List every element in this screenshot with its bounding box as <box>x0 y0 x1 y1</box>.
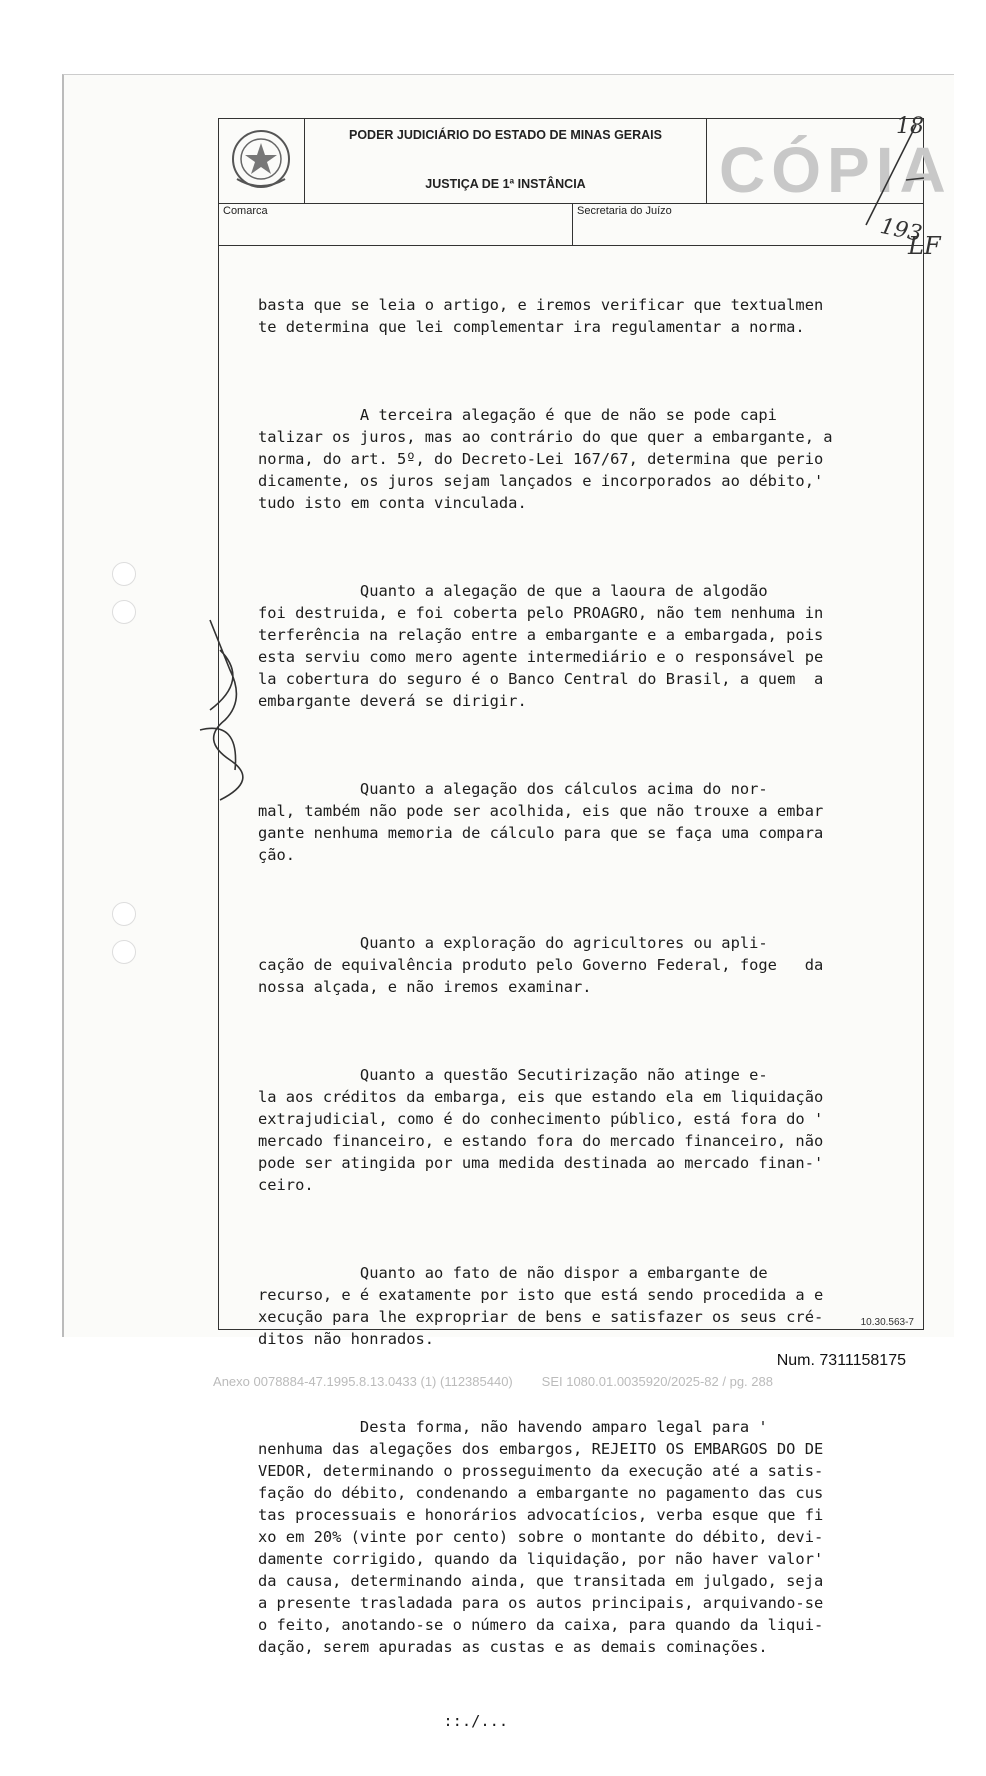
copy-stamp: CÓPIA <box>719 134 952 206</box>
court-title: PODER JUDICIÁRIO DO ESTADO DE MINAS GERAIS <box>349 128 662 142</box>
paragraph: Quanto a questão Secutirização não atinge e- la aos créditos da embarga, eis que estando ela em liquidação extrajudicial, como é do conhecimento público, está fora do ' mercado financeiro, e estando fora do mercado financeiro, não pode ser atingida por uma medida destinada ao mercado finan-' ceiro. <box>258 1066 824 1194</box>
form-fields-row <box>219 203 923 246</box>
paragraph: Desta forma, não havendo amparo legal para ' nenhuma das alegações dos embargos, REJEITO OS EMBARGOS DO DE VEDOR, determinando o prosseguimento da execução até a satis- fação do débito, condenando a embargante no pagamento das cus tas processuais e honorários advocatícios, verba esque que fi xo em 20% (vinte por cento) sobre o montante do débito, devi- damente corrigido, quando da liquidação, por não haver valor' da causa, determinando ainda, que transitada em julgado, seja a presente trasladada para os autos principais, arquivando-se o feito, anotando-se o número da caixa, para quando da liqui- dação, serem apuradas as custas e as demais cominações. <box>258 1418 824 1656</box>
ruling-text <box>258 250 914 1776</box>
secretaria-field: Secretaria do Juízo <box>577 205 672 217</box>
form-header <box>219 119 952 206</box>
paragraph: basta que se leia o artigo, e iremos verificar que textualmen te determina que lei complementar ira regulamentar a norma. <box>258 296 824 336</box>
punch-hole <box>112 562 136 586</box>
coat-of-arms-icon <box>219 119 305 203</box>
punch-hole <box>112 600 136 624</box>
punch-hole <box>112 902 136 926</box>
punch-hole <box>112 940 136 964</box>
annex-footer: Anexo 0078884-47.1995.8.13.0433 (1) (112385440) SEI 1080.01.0035920/2025-82 / pg. 288 <box>213 1374 773 1389</box>
comarca-field: Comarca <box>219 203 573 245</box>
continuation-mark: ::./... <box>258 1712 509 1730</box>
court-title-box <box>305 119 707 203</box>
handwritten-page-mark: 18 <box>896 114 924 139</box>
paragraph: Quanto a exploração do agricultores ou apli- cação de equivalência produto pelo Governo Federal, foge da nossa alçada, e não iremos examinar. <box>258 934 824 996</box>
document-number: Num. 7311158175 <box>776 1352 906 1369</box>
strike-mark-icon <box>846 120 926 230</box>
handwritten-folio: 193 <box>877 213 925 248</box>
paragraph: Quanto a alegação de que a laoura de algodão foi destruida, e foi coberta pelo PROAGRO, não tem nenhuma in terferência na relação entre a embargante e a embargada, pois esta serviu como mero agente intermediário e o responsável pe la cobertura do seguro é o Banco Central do Brasil, a quem a embargante deverá se dirigir. <box>258 582 824 710</box>
paragraph: Quanto ao fato de não dispor a embargante de recurso, e é exatamente por isto que está sendo procedida a e xecução para lhe expropriar de bens e satisfazer os seus cré- ditos não honrados. <box>258 1264 824 1348</box>
paragraph: Quanto a alegação dos cálculos acima do nor- mal, também não pode ser acolhida, eis que não trouxe a embar gante nenhuma memoria de cálculo para que se faça uma compara ção. <box>258 780 824 864</box>
court-instance: JUSTIÇA DE 1ª INSTÂNCIA <box>425 177 586 191</box>
paragraph: A terceira alegação é que de não se pode capi talizar os juros, mas ao contrário do que quer a embargante, a norma, do art. 5º, do Decreto-Lei 167/67, determina que perio dicamente, os juros sejam lançados e incorporados ao débito,' tudo isto em conta vinculada. <box>258 406 833 512</box>
handwritten-initials: LF <box>908 232 941 260</box>
form-code: 10.30.563-7 <box>860 1317 914 1328</box>
